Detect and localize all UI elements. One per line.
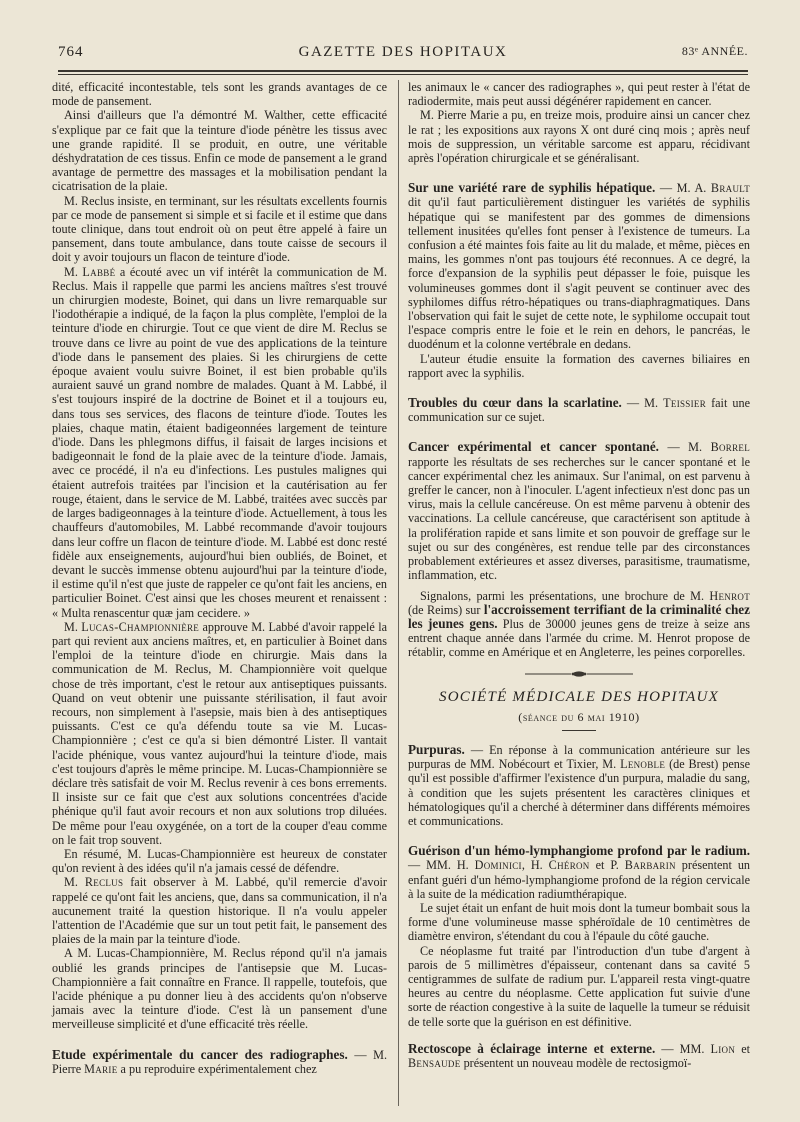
section-etude bbox=[52, 1048, 387, 1076]
speaker-prefix: M. bbox=[64, 619, 78, 634]
dash-text: — MM. bbox=[661, 1041, 705, 1056]
paragraph bbox=[52, 620, 387, 847]
header-rule-thin bbox=[58, 74, 748, 75]
speaker-name: Reclus bbox=[84, 875, 124, 890]
dash-text: — M. Pierre bbox=[52, 1047, 387, 1076]
section-heading: Troubles du cœur dans la scarlatine. bbox=[408, 395, 622, 411]
author-name: Dominici bbox=[474, 858, 522, 873]
paragraph-text: fait une communication sur ce sujet. bbox=[408, 396, 751, 425]
paragraph-text: (de Reims) sur bbox=[408, 602, 481, 617]
paragraph: M. Pierre Marie a pu, en treize mois, produire ainsi un cancer chez le rat ; les expositions aux rayons X ont duré cinq mois ; après neuf mois de suppression, un véritable sarcome est apparu, récidivant après l'opération chirurgicale et se généralisant. bbox=[408, 108, 750, 166]
author-name: Borrel bbox=[710, 440, 751, 455]
highlight-text: l'accroissement terrifiant de la criminalité chez les jeunes gens. bbox=[408, 601, 750, 631]
section-purpuras bbox=[408, 743, 750, 828]
paragraph: En résumé, M. Lucas-Championnière est heureux de constater qu'on revient à des idées qu'il n'a jamais cessé de défendre. bbox=[52, 846, 387, 876]
section-heading: Cancer expérimental et cancer spontané. bbox=[408, 439, 659, 455]
paragraph-text: approuve M. Labbé d'avoir rappelé la part qui revient aux anciens maîtres, et, en particulier à Boinet dans l'emploi de la teinture d'iode en chirurgie. Mais dans la communication de M. Reclus, M. Championnière voit quelque chose de très important, c'est le retour aux antiseptiques puissants. Quand on veut obtenir une puissante stérilisation, il faut avoir recours, non simplement à l'asepsie, mais bien à des antiseptiques puissants. C'est ce qu'a défendu toute sa vie M. Lucas-Championnière ; c'est ce qu'a si bien démontré Lister. Il vantait l'acide phénique, vous vantez aujourd'hui la teinture d'iode, mais c'est toujours d'après le même principe. M. Lucas-Championnière se déclare très satisfait de voir M. Reclus revenir à ces bons errements. Il insiste sur ce fait que c'est aux solutions concentrées d'acide phénique qu'il faut avoir recours et non aux solutions trop diluées. De même pour l'eau oxygénée, on a tort de la couper d'eau comme on le fait trop souvent. bbox=[52, 619, 388, 847]
short-rule bbox=[562, 730, 596, 731]
dash-text: — M. bbox=[626, 396, 659, 411]
author-name: Barbarin bbox=[624, 858, 676, 873]
author-name: Lion bbox=[710, 1041, 736, 1056]
paragraph-text: présentent un enfant guéri d'un hémo-lymphangiome profond de la région cervicale à la suite de la médication radiumthérapique. bbox=[408, 858, 751, 901]
paragraph-text: — En réponse à la communication antérieure sur les purpuras de MM. Nobécourt et Tixier, M. bbox=[408, 742, 750, 772]
speaker-name: Lucas-Championnière bbox=[81, 619, 200, 634]
paragraph-text: présentent un nouveau modèle de rectosigmoï- bbox=[463, 1055, 692, 1070]
paragraph bbox=[52, 875, 387, 946]
ornament-rule-icon bbox=[519, 669, 639, 679]
section-cancer bbox=[408, 440, 750, 582]
paragraph-text: a pu reproduire expérimentalement chez bbox=[120, 1061, 317, 1076]
section-heading: Rectoscope à éclairage interne et externe. bbox=[408, 1040, 656, 1056]
paragraph: Ce néoplasme fut traité par l'introduction d'un tube d'argent à parois de 5 millimètres d'épaisseur, contenant dans sa cavité 5 centigrammes de sulfate de radium pur. L'appareil resta vingt-quatre heures au centre du néoplasme. Cette application fut suivie d'une sorte de réaction congestive à la suite de laquelle la tumeur se réduisit de telle sorte que la guérison en est définitive. bbox=[408, 943, 750, 1029]
society-title: SOCIÉTÉ MÉDICALE DES HOPITAUX bbox=[439, 688, 719, 705]
paragraph: Ainsi d'ailleurs que l'a démontré M. Walther, cette efficacité s'explique par ce fait que la teinture d'iode pénètre les tissus avec une grande rapidité. Il se produit, en outre, une véritable déshydratation de ces tissus. Enfin ce mode de pansement a le grand avantage de permettre des massages et la mobilisation pendant la cicatrisation de la plaie. bbox=[52, 108, 387, 194]
section-heading: Purpuras. bbox=[408, 741, 465, 757]
paragraph: les animaux le « cancer des radiographes », qui peut rester à l'état de radiodermite, mais peut aussi dégénérer rapidement en cancer. bbox=[408, 80, 750, 109]
paragraph: Le sujet était un enfant de huit mois dont la tumeur bombait sous la forme d'une volumineuse masse sphéroïdale de 10 centimètres de diamètre environ, s'étendant du cou à l'épaule du côté gauche. bbox=[408, 900, 750, 944]
running-header bbox=[58, 44, 748, 66]
paragraph-text: Signalons, parmi les présentations, une brochure de M. bbox=[420, 588, 705, 603]
author-name: Bensaude bbox=[408, 1055, 461, 1070]
section-syphilis bbox=[408, 181, 750, 351]
paragraph: L'auteur étudie ensuite la formation des cavernes biliaires en rapport avec la syphilis. bbox=[408, 351, 750, 380]
separator-text: , H. bbox=[521, 858, 543, 873]
paragraph bbox=[408, 589, 750, 660]
section-heading: Etude expérimentale du cancer des radiographes. bbox=[52, 1046, 348, 1062]
page-number: 764 bbox=[58, 44, 84, 60]
author-name: Lenoble bbox=[620, 757, 666, 772]
paragraph bbox=[52, 265, 387, 620]
separator-text: et P. bbox=[595, 858, 619, 873]
journal-title: GAZETTE DES HOPITAUX bbox=[298, 44, 508, 60]
speaker-prefix: M. bbox=[64, 264, 78, 279]
left-column bbox=[52, 80, 387, 1076]
paragraph-text: (de Brest) pense qu'il est possible d'affirmer l'existence d'un purpura, maladie du sang, à condition que les sujets présentent les caractères cliniques et hématologiques qu'il a cherché à déterminer dans différents mémoires et communications. bbox=[408, 757, 750, 828]
author-name: Henrot bbox=[709, 588, 751, 603]
paragraph: M. Reclus insiste, en terminant, sur les résultats excellents fournis par ce mode de pansement si simple et si facile et il estime que dans toute clinique, dans tout endroit où on peut être appelé à faire un pansement, dans toute ambulance, dans toute caisse de secours il doit y avoir toujours un flacon de teinture d'iode. bbox=[52, 193, 387, 265]
paragraph: dité, efficacité incontestable, tels sont les grands avantages de ce mode de pansement. bbox=[52, 80, 387, 109]
dash-text: — M. A. bbox=[659, 181, 707, 196]
paragraph-text: fait observer à M. Labbé, qu'il remercie d'avoir rappelé ce qu'ont fait les anciens, que, dans sa communication, il n'a aucunement traité la question historique. Il n'a voulu appeler l'attention de l'Académie que sur un tout petit fait, le pansement des plaies de la main par la teinture d'iode. bbox=[52, 875, 387, 947]
year-label: 83ᵉ ANNÉE. bbox=[681, 44, 748, 58]
author-name: Teissier bbox=[663, 396, 707, 411]
section-rectoscope bbox=[408, 1042, 750, 1070]
section-heading: Sur une variété rare de syphilis hépatique. bbox=[408, 180, 656, 196]
section-guerison bbox=[408, 844, 750, 901]
section-heading: Guérison d'un hémo-lymphangiome profond par le radium. bbox=[408, 843, 750, 859]
speaker-prefix: M. bbox=[64, 875, 78, 890]
column-divider bbox=[398, 80, 399, 1106]
paragraph: A M. Lucas-Championnière, M. Reclus répond qu'il n'a jamais oublié les grands principes de l'antisepsie que M. Lucas-Championnière a fait connaître en France. Il rappelle, toutefois, que l'acide phénique a pu donner lieu à des accidents qu'on n'observe jamais avec la teinture d'iode. C'est là un pansement d'une merveilleuse simplicité et d'une efficacité très réelle. bbox=[52, 946, 387, 1032]
paragraph-text: Plus de 30000 jeunes gens de treize à seize ans entrent chaque année dans l'armée du crime. M. Henrot propose de rétablir, comme en Amérique et en Angleterre, les peines corporelles. bbox=[408, 616, 751, 660]
paragraph-text: rapporte les résultats de ses recherches sur le cancer spontané et le cancer expérimental chez les animaux. Sur l'animal, on est parvenu à greffer le cancer, non à l'inoculer. L'agent infectieux n'est donc pas un virus, mais la cellule cancéreuse. On est même parvenu à obtenir des vaccinations. La cellule cancéreuse, que caractérisent son aptitude à la prolifération rapide et sans limite et son pouvoir de greffage sur le sujet ou sur des congénères, est rendue telle par des circonstances probablement extérieures et assez diverses, parasitisme, traumatisme, inflammation, etc. bbox=[408, 454, 750, 583]
author-name: Brault bbox=[710, 181, 751, 196]
author-name: Chéron bbox=[548, 858, 590, 873]
section-troubles bbox=[408, 396, 750, 424]
ornament-divider bbox=[408, 668, 750, 678]
paragraph-text: dit qu'il faut particulièrement distinguer les variétés de syphilis hépatique qui se manifestent par des gommes de dimensions tellement inusitées qu'elles font penser à l'existence de tumeurs. La confusion a été maintes fois faite au lit du malade, et même, pièces en mains, les gommes n'ont pas toujours été reconnues. A ce degré, la force d'expansion de la syphilis peut dépasser le foie, puisque les volumineuses gommes dont il s'agit peuvent se continuer avec des syphilomes diffus rétro-hépatiques ou trans-diaphragmatiques. Dans l'observation qui fait le sujet de cette note, le syphilome occupait tout l'espace compris entre le foie et le rein en dehors, le pancréas, le duodénum et la colonne vertébrale en dedans. bbox=[408, 195, 750, 352]
dash-text: — M. bbox=[667, 440, 703, 455]
right-column bbox=[408, 80, 750, 1070]
dash-text: — MM. H. bbox=[408, 858, 469, 873]
author-name: Marie bbox=[84, 1061, 118, 1076]
paragraph-text: a écouté avec un vif intérêt la communication de M. Reclus. Mais il rappelle que parmi les anciens maîtres s'est trouvé un chirurgien modeste, Boinet, qui dans un livre remarquable sur l'iodothérapie a indiqué, de la façon la plus complète, l'emploi de la teinture d'iode en chirurgie. Tout ce que vient de dire M. Reclus se trouve dans ce livre au point de vue des applications de la teinture d'iode dans le pansement des plaies. Si les chirurgiens de cette époque avaient voulu suivre Boinet, il est bien probable qu'ils auraient sauvé un grand nombre de malades. Quant à M. Labbé, il s'est toujours inspiré de la doctrine de Boinet et il a toujours eu, dans tous ses services, des flacons de teinture d'iode. Toutes les plaies, chaque matin, étaient badigeonnées largement de teinture d'iode. Dans les phlegmons diffus, il faisait de larges incisions et badigeonnait le fond de la plaie avec de la teinture d'iode. Jamais, avec ce procédé, il n'a eu d'infections. Les pustules malignes qui étaient autrefois traitées par l'incision et la cautérisation au fer rouge, étaient, dans le service de M. Labbé, traitées avec succès par de larges badigeonnages à la teinture d'iode. Actuellement, à tous les chauffeurs d'automobiles, M. Labbé recommande d'avoir toujours dans leur coffre un flacon de teinture d'iode. M. Labbé est donc resté fidèle aux enseignements, aujourd'hui bien oubliés, de Boinet, et devant le succès immense obtenu aujourd'hui par la teinture d'iode, il estime qu'il n'est que juste de rappeler ce qu'ont fait les anciens, en particulier Boinet. C'est ainsi que les choses meurent et renaissent : « Multa renascentur quæ jam cecidere. » bbox=[52, 264, 388, 620]
header-rule-thick bbox=[58, 70, 748, 72]
separator-text: et bbox=[741, 1041, 751, 1056]
session-date: (séance du 6 mai 1910) bbox=[518, 709, 640, 724]
speaker-name: Labbé bbox=[82, 264, 116, 279]
